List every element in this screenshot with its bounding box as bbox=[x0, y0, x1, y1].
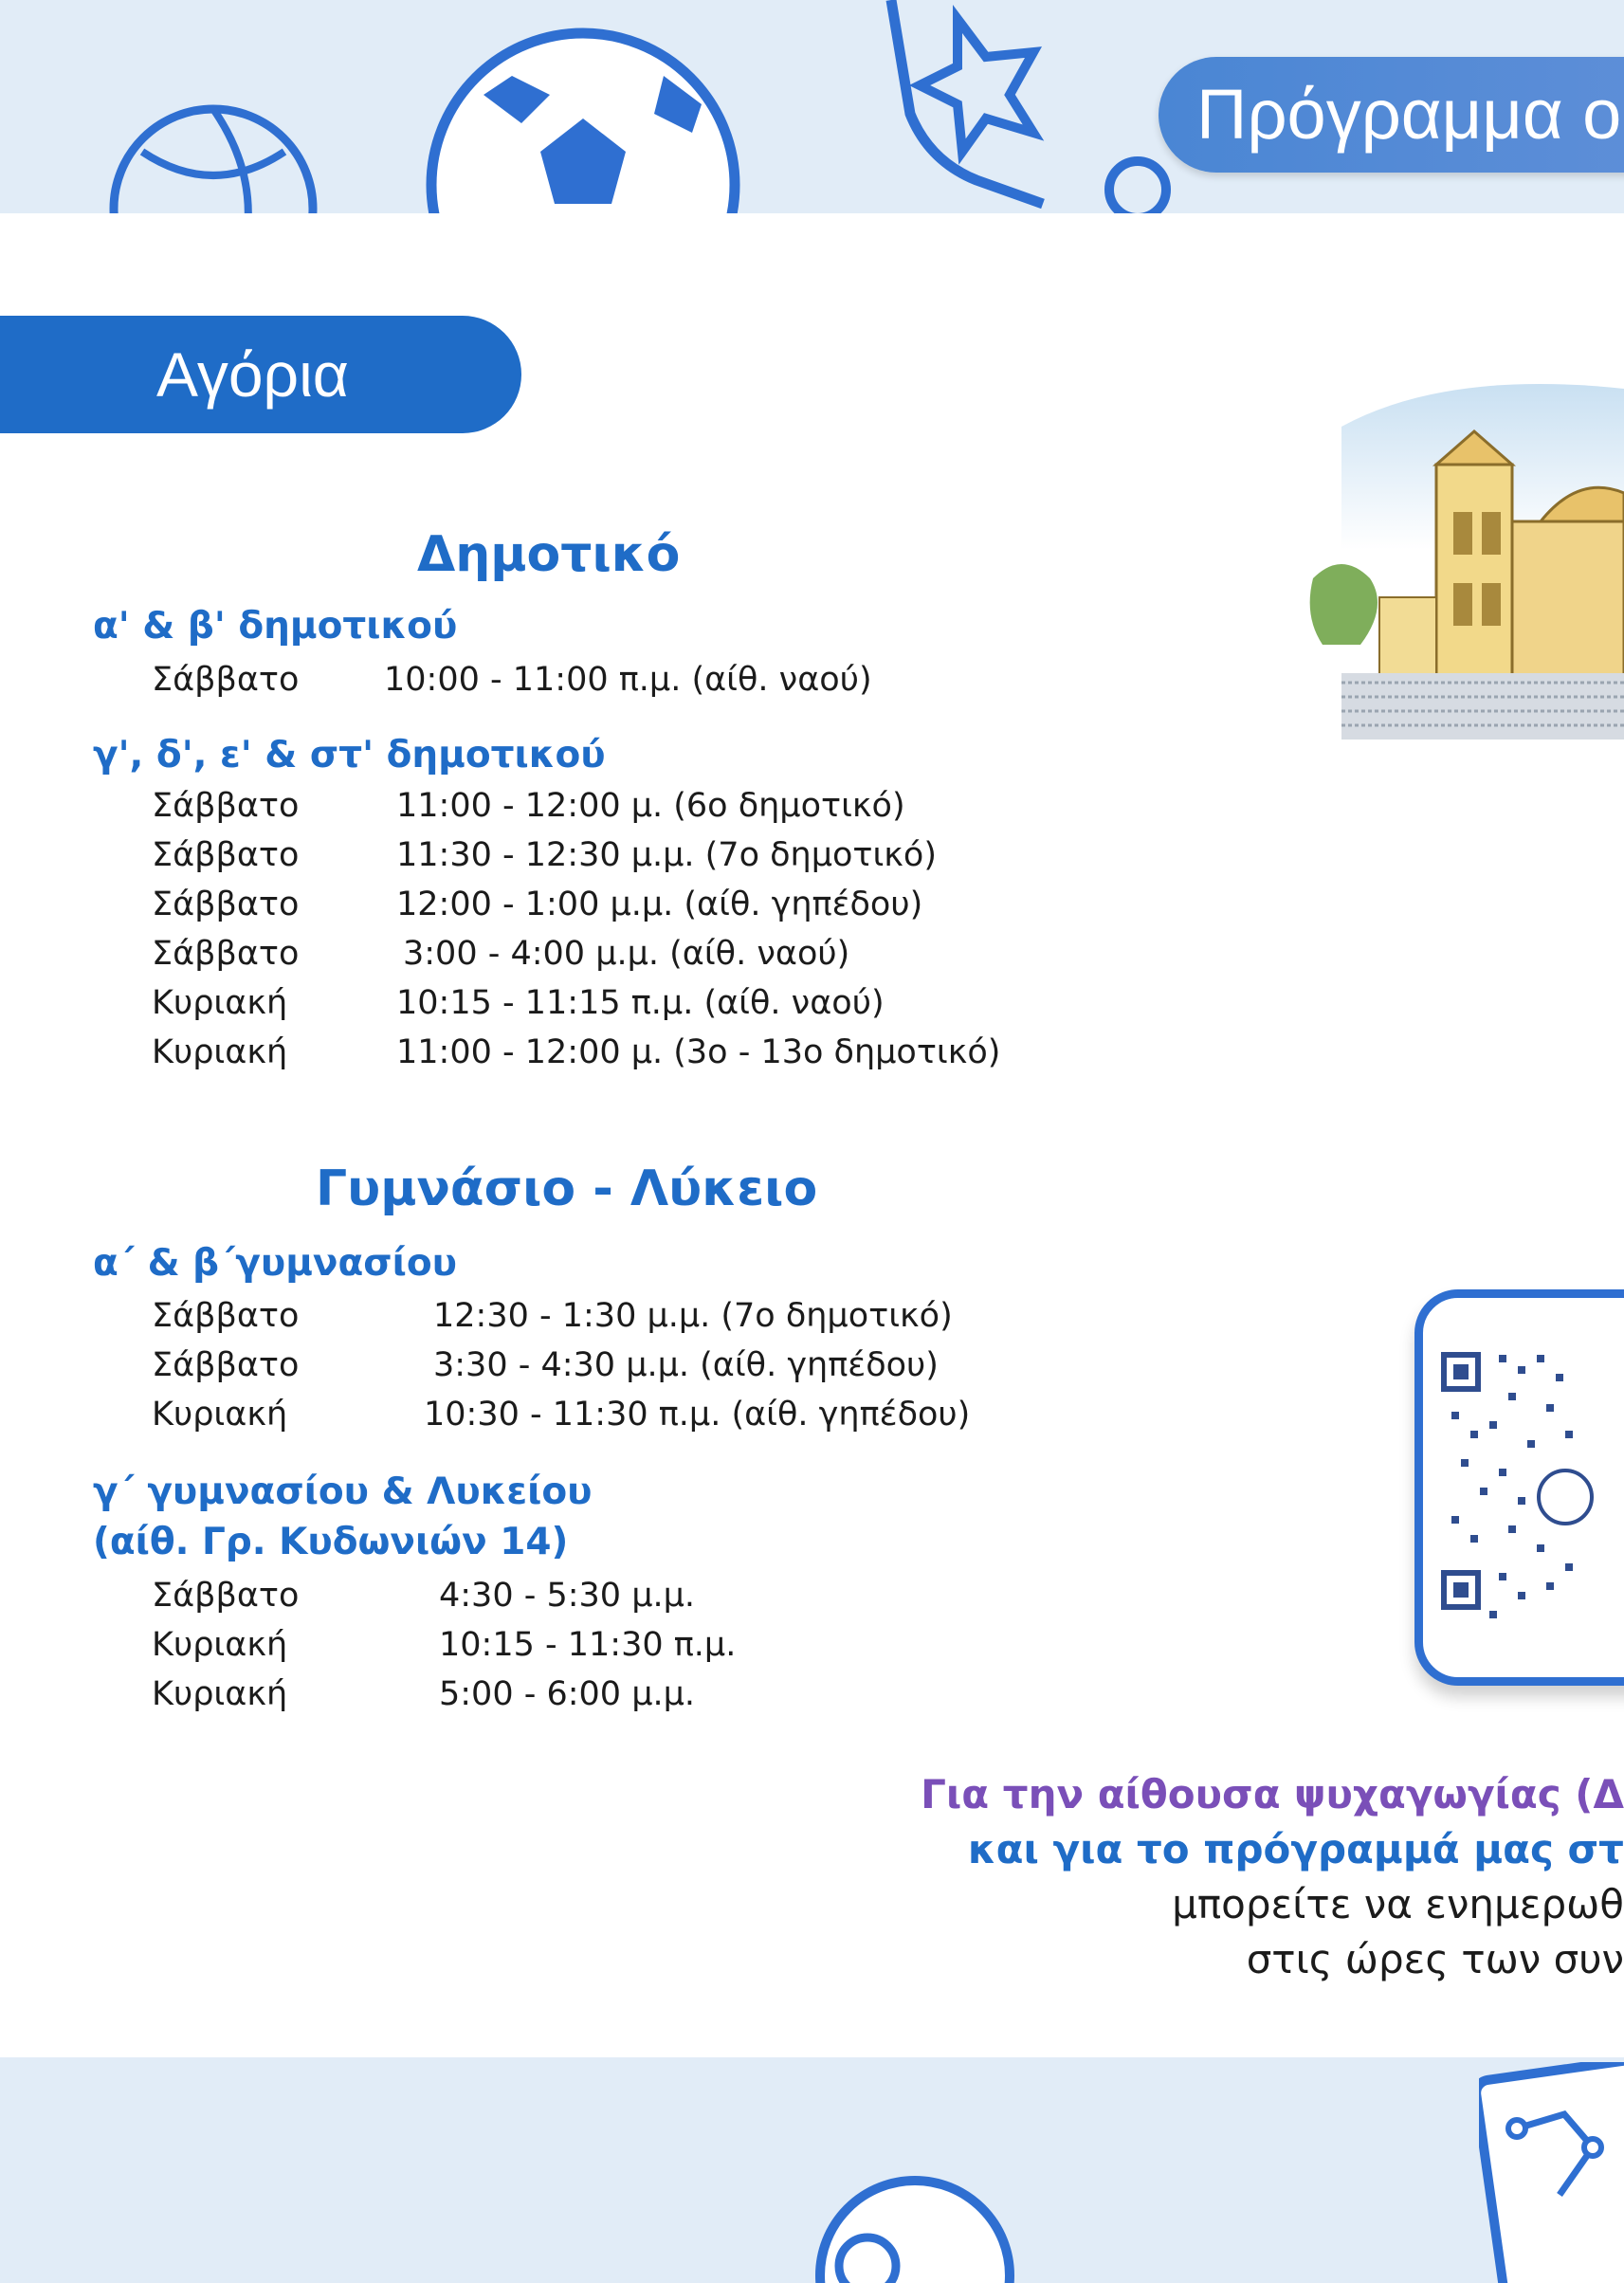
bottom-decor-band bbox=[0, 2057, 1624, 2283]
qr-code[interactable] bbox=[1414, 1289, 1624, 1686]
time-label: 10:15 - 11:15 π.μ. (αίθ. ναού) bbox=[396, 984, 885, 1022]
group-label: α' & β' δημοτικού bbox=[93, 605, 458, 648]
time-label: 5:00 - 6:00 μ.μ. bbox=[439, 1675, 695, 1713]
day-label: Σάββατο bbox=[152, 1346, 300, 1384]
time-label: 11:00 - 12:00 μ. (3ο - 13ο δημοτικό) bbox=[396, 1033, 1001, 1071]
group-location: (αίθ. Γρ. Κυδωνιών 14) bbox=[93, 1521, 569, 1563]
page-title: Πρόγραμμα ο bbox=[1159, 57, 1624, 173]
soccer-ball-icon bbox=[417, 19, 749, 213]
time-label: 3:30 - 4:30 μ.μ. (αίθ. γηπέδου) bbox=[433, 1346, 939, 1384]
info-text bbox=[921, 1767, 1624, 1987]
day-label: Κυριακή bbox=[152, 1675, 288, 1713]
day-label: Κυριακή bbox=[152, 1033, 288, 1071]
time-label: 10:00 - 11:00 π.μ. (αίθ. ναού) bbox=[384, 661, 872, 699]
time-label: 12:00 - 1:00 μ.μ. (αίθ. γηπέδου) bbox=[396, 886, 923, 923]
day-label: Σάββατο bbox=[152, 661, 300, 699]
toy-icon bbox=[853, 0, 1195, 213]
basketball-icon bbox=[104, 85, 322, 213]
top-decor-band bbox=[0, 0, 1624, 213]
heading-gymnasio-lykeio: Γυμνάσιο - Λύκειο bbox=[316, 1160, 818, 1217]
group-label: α΄ & β΄γυμνασίου bbox=[93, 1242, 457, 1285]
time-label: 11:30 - 12:30 μ.μ. (7ο δημοτικό) bbox=[396, 836, 937, 874]
group-label: γ', δ', ε' & στ' δημοτικού bbox=[93, 734, 606, 776]
time-label: 4:30 - 5:30 μ.μ. bbox=[439, 1577, 695, 1615]
heading-dimotiko: Δημοτικό bbox=[417, 526, 681, 583]
info-line: και για το πρόγραμμά μας στ bbox=[967, 1826, 1624, 1872]
info-line: Για την αίθουσα ψυχαγωγίας (Δ bbox=[921, 1771, 1624, 1817]
cd-icon bbox=[806, 2162, 1024, 2283]
day-label: Κυριακή bbox=[152, 984, 288, 1022]
info-line: στις ώρες των συν bbox=[1246, 1936, 1624, 1982]
tablet-icon bbox=[1479, 2062, 1624, 2283]
day-label: Κυριακή bbox=[152, 1396, 288, 1434]
day-label: Κυριακή bbox=[152, 1626, 288, 1664]
section-label-boys: Αγόρια bbox=[0, 316, 521, 433]
group-label: γ΄ γυμνασίου & Λυκείου bbox=[93, 1470, 593, 1513]
church-illustration bbox=[1304, 360, 1624, 777]
time-label: 12:30 - 1:30 μ.μ. (7ο δημοτικό) bbox=[433, 1297, 953, 1335]
day-label: Σάββατο bbox=[152, 886, 300, 923]
info-line: μπορείτε να ενημερωθ bbox=[1172, 1881, 1624, 1927]
day-label: Σάββατο bbox=[152, 935, 300, 973]
day-label: Σάββατο bbox=[152, 1297, 300, 1335]
time-label: 11:00 - 12:00 μ. (6ο δημοτικό) bbox=[396, 787, 905, 825]
day-label: Σάββατο bbox=[152, 836, 300, 874]
day-label: Σάββατο bbox=[152, 1577, 300, 1615]
time-label: 10:15 - 11:30 π.μ. bbox=[439, 1626, 737, 1664]
day-label: Σάββατο bbox=[152, 787, 300, 825]
time-label: 3:00 - 4:00 μ.μ. (αίθ. ναού) bbox=[403, 935, 850, 973]
time-label: 10:30 - 11:30 π.μ. (αίθ. γηπέδου) bbox=[424, 1396, 971, 1434]
